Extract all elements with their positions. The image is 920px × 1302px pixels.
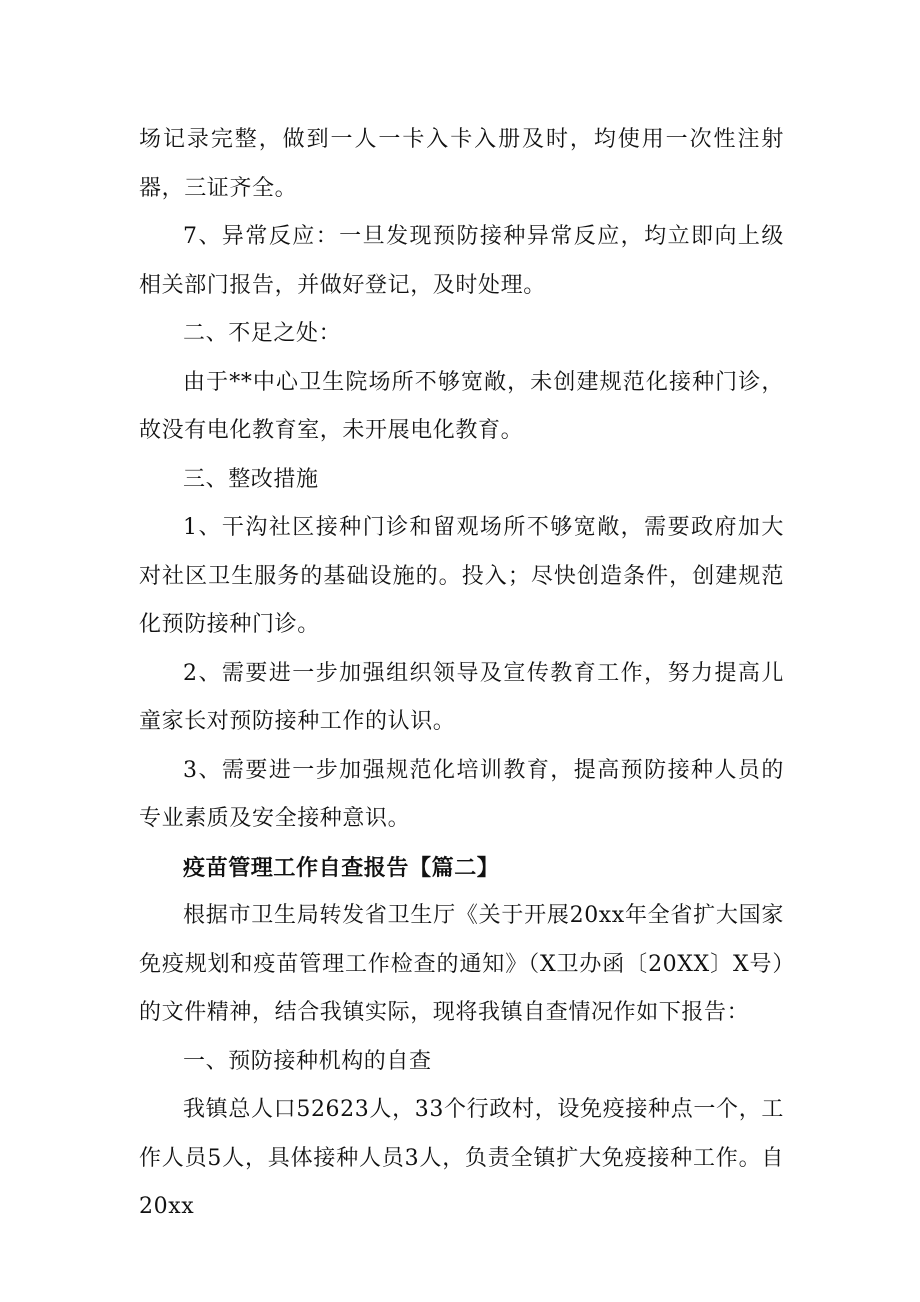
paragraph-1: 场记录完整，做到一人一卡入卡入册及时，均使用一次性注射器，三证齐全。 — [139, 127, 784, 201]
report-title-part-two: 疫苗管理工作自查报告【篇二】 — [183, 854, 500, 881]
paragraph-12: 我镇总人口52623人，33个行政村，设免疫接种点一个，工作人员5人，具体接种人员3人，负责全镇扩大免疫接种工作。自20xx — [139, 1097, 784, 1219]
section-heading-self-inspection: 一、预防接种机构的自查 — [183, 1048, 432, 1074]
document-body — [139, 116, 784, 1232]
paragraph-2: 7、异常反应：一旦发现预防接种异常反应，均立即向上级相关部门报告，并做好登记，及时处理。 — [139, 224, 784, 298]
paragraph-8: 3、需要进一步加强规范化培训教育，提高预防接种人员的专业素质及安全接种意识。 — [139, 757, 784, 831]
paragraph-10: 根据市卫生局转发省卫生厅《关于开展20xx年全省扩大国家免疫规划和疫苗管理工作检查的通知》（X卫办函〔20XX〕X号）的文件精神，结合我镇实际，现将我镇自查情况作如下报告： — [139, 903, 784, 1025]
paragraph-4: 由于**中心卫生院场所不够宽敞，未创建规范化接种门诊，故没有电化教育室，未开展电化教育。 — [139, 369, 784, 443]
paragraph-6: 1、干沟社区接种门诊和留观场所不够宽敞，需要政府加大对社区卫生服务的基础设施的。投入；尽快创造条件，创建规范化预防接种门诊。 — [139, 515, 784, 637]
section-heading-shortcomings: 二、不足之处： — [183, 321, 342, 346]
section-heading-rectification: 三、整改措施 — [183, 466, 319, 492]
paragraph-7: 2、需要进一步加强组织领导及宣传教育工作，努力提高儿童家长对预防接种工作的认识。 — [139, 660, 784, 734]
